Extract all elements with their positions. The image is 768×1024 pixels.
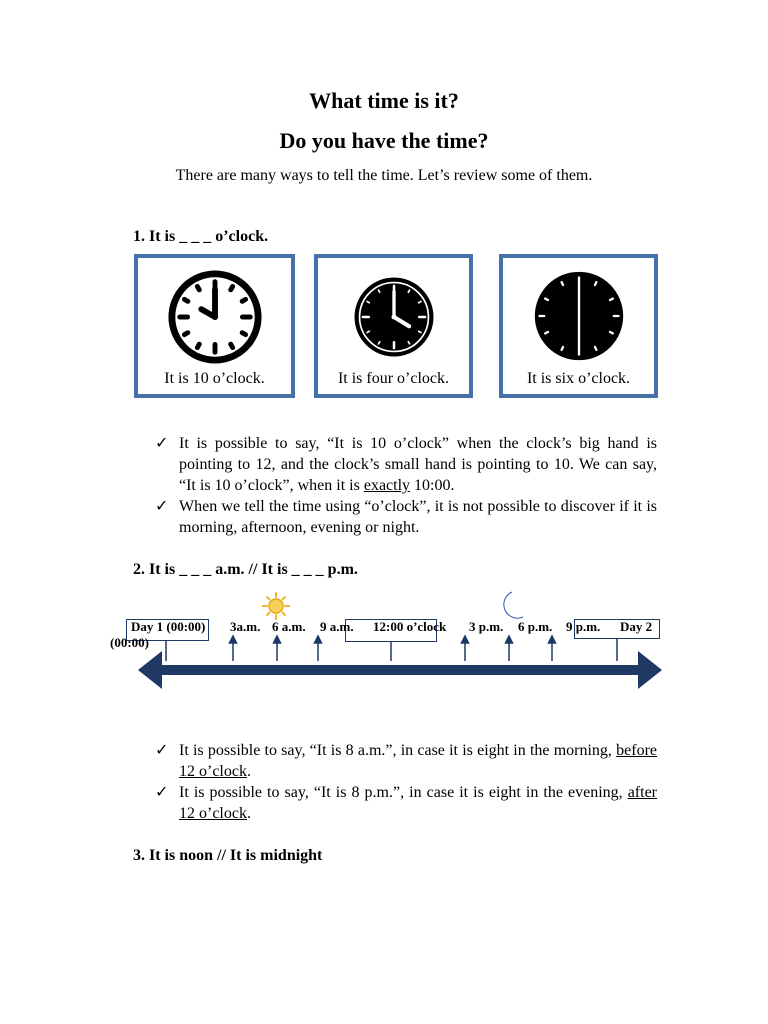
bullet-item (155, 740, 657, 782)
moon-icon (504, 592, 523, 618)
tl-label-day1: Day 1 (00:00) (131, 619, 206, 634)
bullet-text-end: 10:00. (410, 477, 455, 494)
sun-icon (263, 593, 289, 619)
clock-card-6 (499, 254, 658, 398)
checkmark-icon: ✓ (155, 435, 169, 452)
tl-label-3am: 3a.m. (230, 619, 261, 634)
bullet-text-end: . (246, 763, 251, 780)
tl-label-6pm: 6 p.m. (518, 619, 553, 634)
section-2-heading: 2. It is _ _ _ a.m. // It is _ _ _ p.m. (133, 561, 358, 578)
tl-label-6am: 6 a.m. (272, 619, 306, 634)
bullet-text: It is possible to say, “It is 8 a.m.”, in case it is eight in the morning, (179, 742, 617, 759)
clock-card-10 (134, 254, 295, 398)
bullet-item (155, 496, 657, 538)
bullet-item (155, 433, 657, 496)
intro-text: There are many ways to tell the time. Let’s review some of them. (175, 167, 593, 184)
section-1-bullets (155, 433, 657, 538)
bullet-text: It is possible to say, “It is 8 p.m.”, in case it is eight in the evening, (179, 784, 628, 801)
clock-4-icon (352, 275, 436, 359)
section-3-heading: 3. It is noon // It is midnight (133, 847, 323, 864)
clock-10-icon (166, 268, 264, 366)
checkmark-icon: ✓ (155, 498, 169, 515)
bullet-underlined-text: before 12 o’clock (179, 742, 657, 780)
clock-6-icon (532, 269, 626, 363)
bullet-item (155, 782, 657, 824)
checkmark-icon: ✓ (155, 742, 169, 759)
bullet-underlined-text: after 12 o’clock (179, 784, 657, 822)
section-1-heading: 1. It is _ _ _ o’clock. (133, 228, 269, 245)
tl-label-3pm: 3 p.m. (469, 619, 504, 634)
page-title: What time is it? (309, 88, 459, 113)
timeline-arrow-graphic (0, 585, 768, 700)
tl-label-9am: 9 a.m. (320, 619, 354, 634)
page-subtitle: Do you have the time? (279, 128, 489, 153)
clock-card-4 (314, 254, 473, 398)
tl-label-day2: Day 2 (620, 619, 653, 634)
tl-label-9pm: 9 p.m. (566, 619, 601, 634)
section-2-bullets (155, 740, 657, 824)
bullet-text: It is possible to say, “It is 10 o’clock” when the clock’s big hand is pointing to 12, and the clock’s small hand is pointing to 10. We can say, “It is 10 o’clock”, when it is (179, 435, 657, 494)
clock-caption-10: It is 10 o’clock. (164, 370, 265, 387)
tl-label-day1-sub: (00:00) (110, 635, 149, 650)
bullet-underlined-text: exactly (363, 477, 411, 494)
checkmark-icon: ✓ (155, 784, 169, 801)
bullet-text-end: . (246, 805, 251, 822)
clock-caption-6: It is six o’clock. (526, 370, 631, 387)
tl-label-noon: 12:00 o’clock (373, 619, 447, 634)
clock-caption-4: It is four o’clock. (337, 370, 450, 387)
bullet-text: When we tell the time using “o’clock”, it is not possible to discover if it is morning, afternoon, evening or night. (179, 498, 657, 536)
day-timeline (0, 585, 768, 700)
